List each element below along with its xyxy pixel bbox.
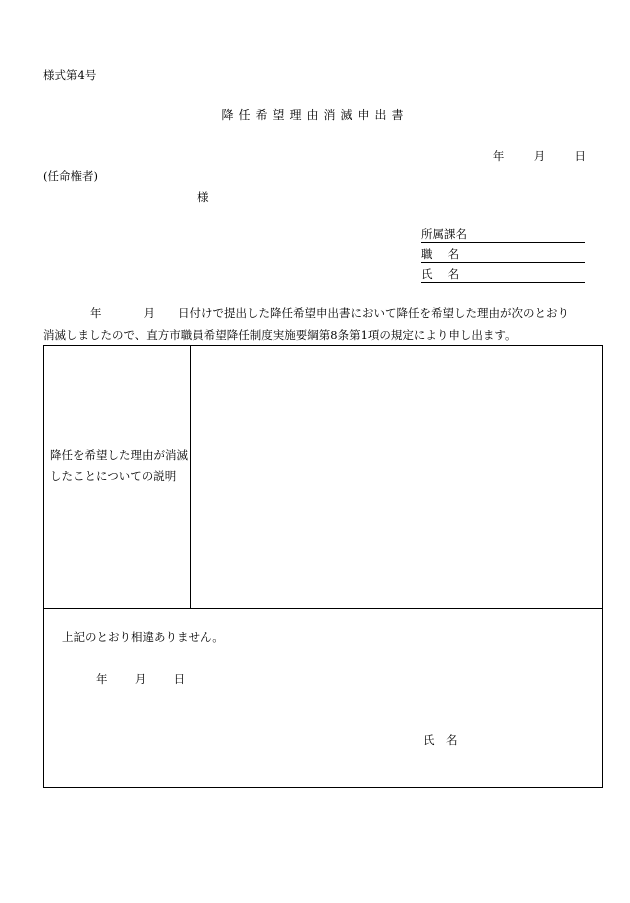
decl-month-label: 月 — [134, 672, 147, 686]
reason-label-cell — [44, 346, 191, 608]
date-year-label: 年 — [492, 149, 505, 163]
date-day-label: 日 — [574, 149, 586, 163]
statement-line-2: 消滅しましたので、直方市職員希望降任制度実施要綱第8条第1項の規定により申し出ます。 — [43, 328, 517, 342]
page-title: 降任希望理由消滅申出書 — [221, 108, 409, 122]
position-field[interactable]: 職 名 — [421, 246, 585, 263]
decl-day-label: 日 — [173, 672, 186, 686]
reason-row — [44, 346, 602, 609]
reason-table — [43, 345, 603, 788]
submission-date — [493, 148, 586, 164]
decl-year-label: 年 — [96, 672, 108, 686]
date-month-label: 月 — [533, 149, 546, 163]
department-field[interactable]: 所属課名 — [421, 226, 585, 243]
form-number: 様式第4号 — [43, 68, 97, 82]
appointer-label: (任命権者) — [43, 169, 98, 183]
statement-line-1 — [43, 305, 588, 321]
statement-month-label: 月 — [143, 306, 155, 320]
honorific-label: 様 — [197, 190, 209, 204]
statement-line-1-text: 日付けで提出した降任希望申出書において降任を希望した理由が次のとおり — [178, 306, 569, 320]
name-field[interactable]: 氏 名 — [421, 266, 585, 283]
declaration-text: 上記のとおり相違ありません。 — [62, 630, 224, 644]
signature-label: 氏 名 — [423, 733, 458, 747]
reason-label: 降任を希望した理由が消滅したことについての説明 — [50, 448, 188, 483]
reason-input-cell[interactable] — [191, 346, 602, 608]
declaration-date — [96, 671, 185, 687]
statement-year-label: 年 — [90, 306, 102, 320]
